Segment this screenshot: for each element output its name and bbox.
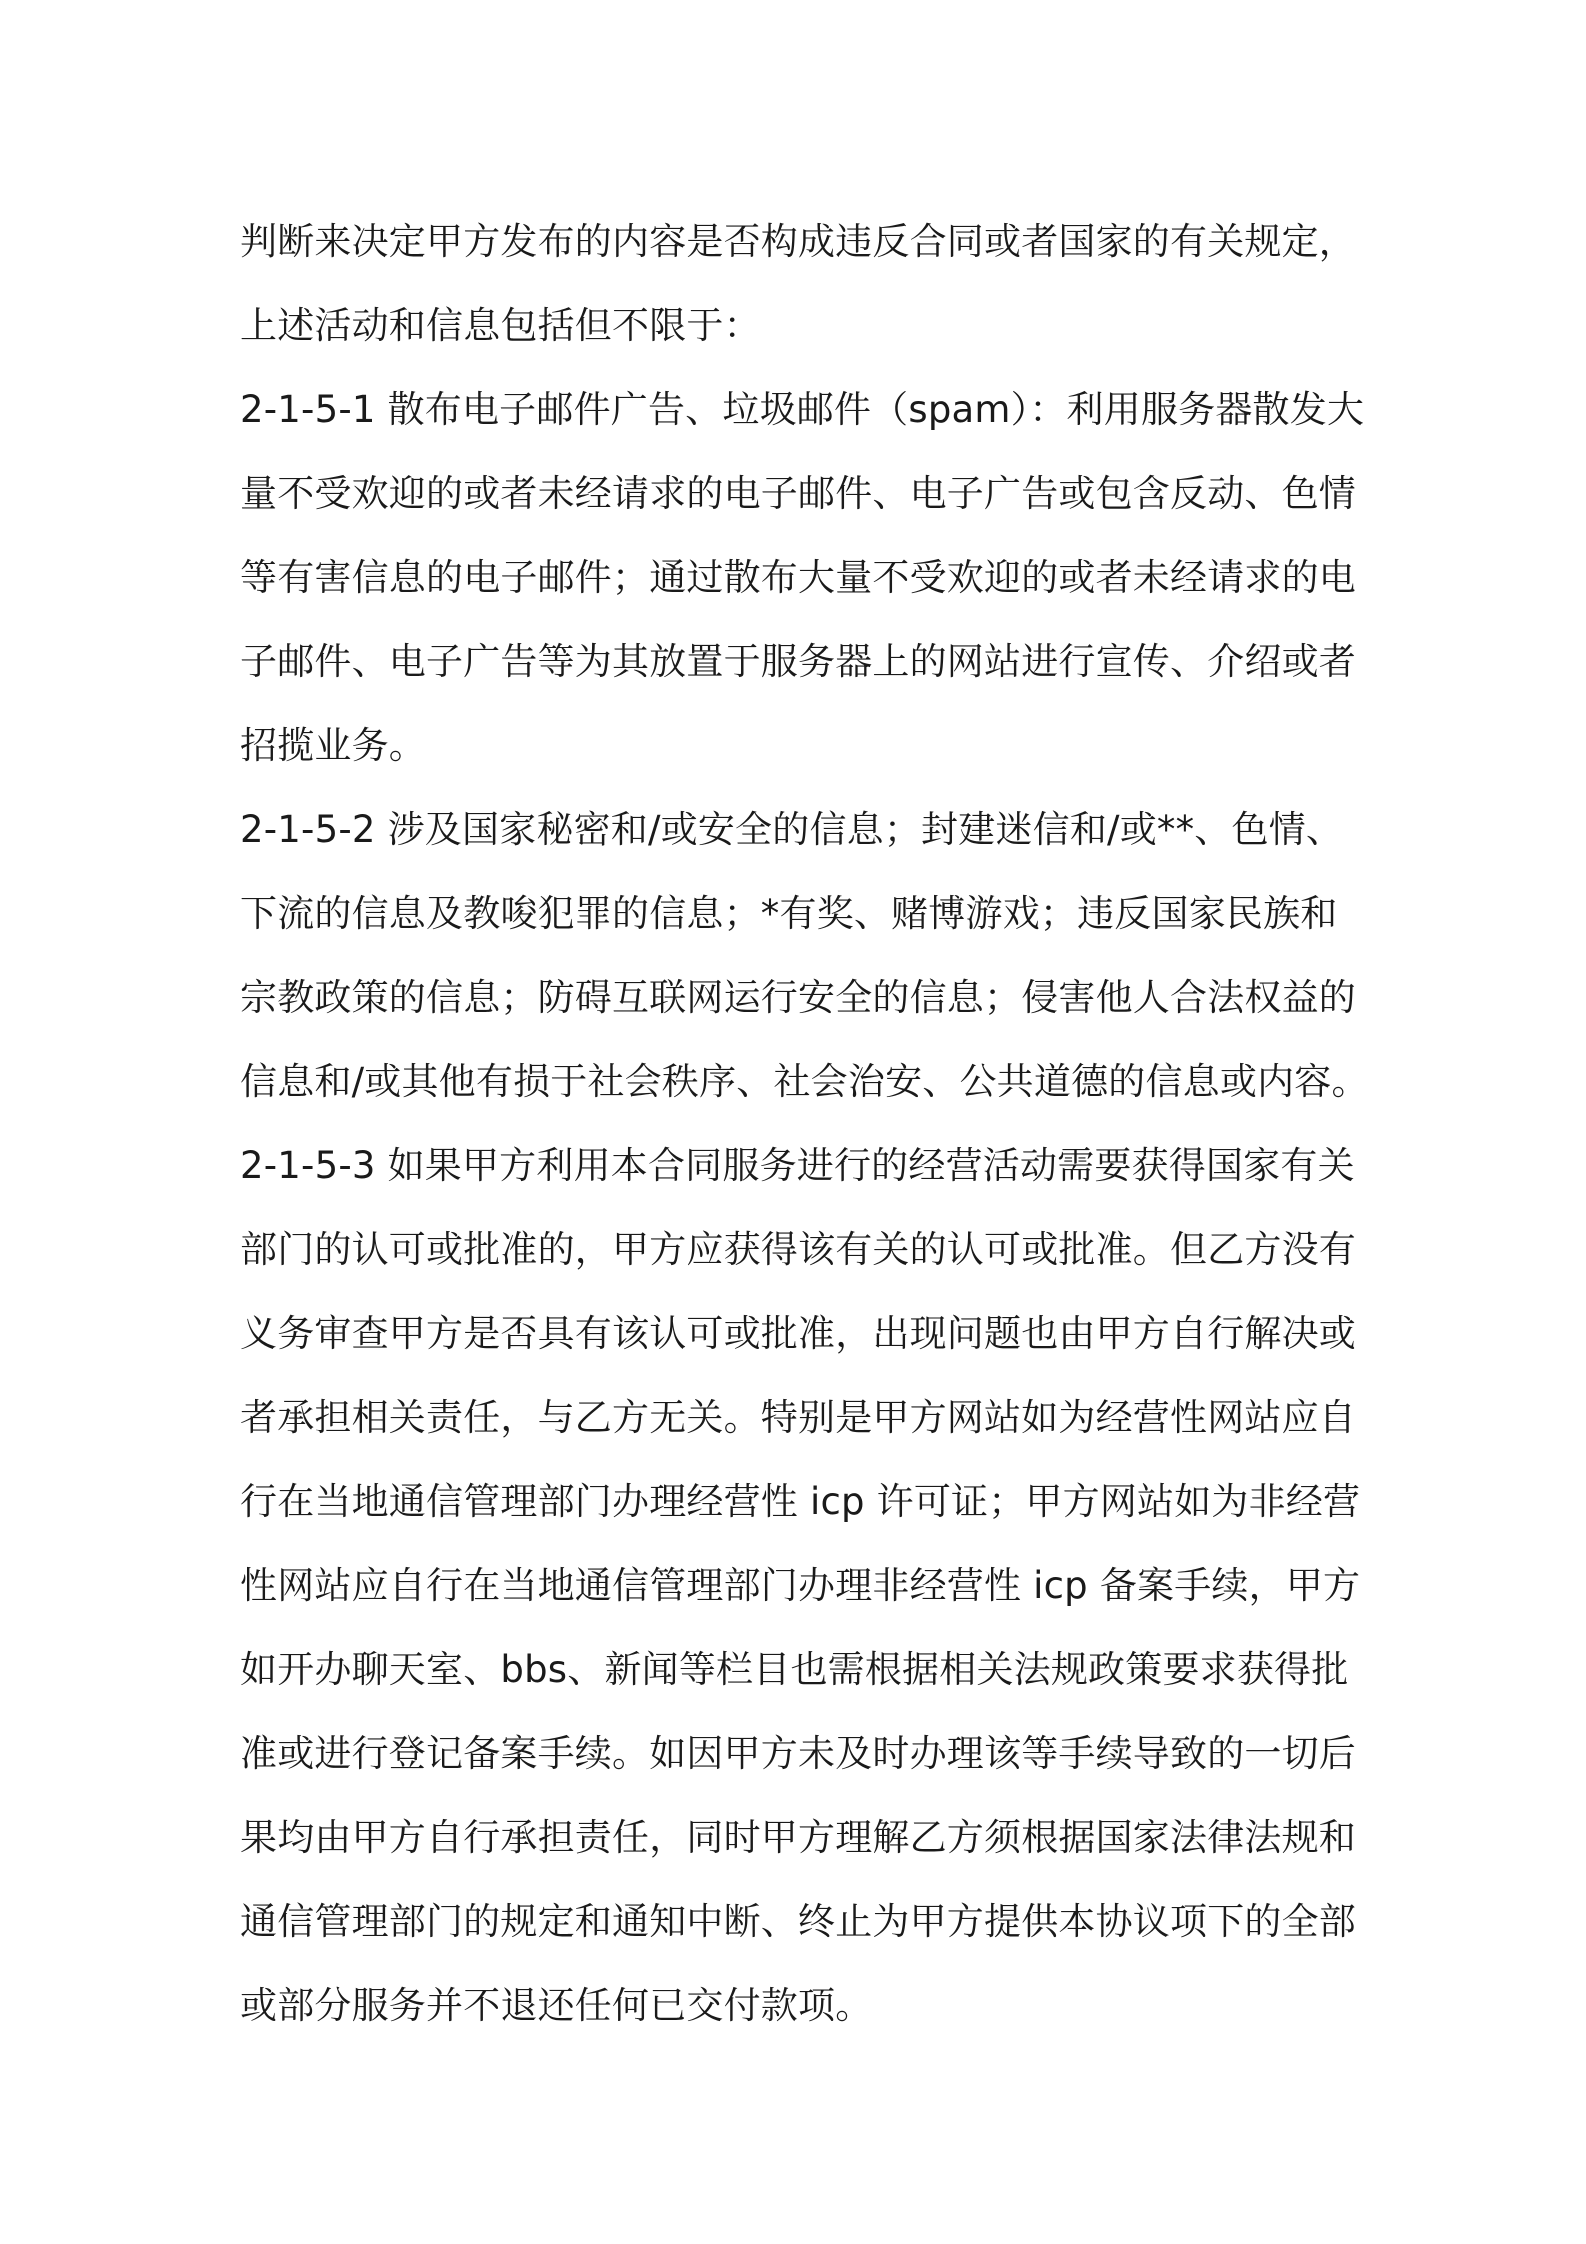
text-line: 2-1-5-2 涉及国家秘密和/或安全的信息；封建迷信和/或**、色情、 (240, 808, 1344, 851)
text-line: 等有害信息的电子邮件；通过散布大量不受欢迎的或者未经请求的电 (240, 556, 1356, 599)
document-body (240, 200, 1369, 2048)
text-line: 果均由甲方自行承担责任，同时甲方理解乙方须根据国家法律法规和 (240, 1816, 1356, 1859)
text-line: 2-1-5-3 如果甲方利用本合同服务进行的经营活动需要获得国家有关 (240, 1144, 1355, 1187)
text-line: 如开办聊天室、bbs、新闻等栏目也需根据相关法规政策要求获得批 (240, 1648, 1349, 1691)
paragraph-2-1-5-2 (240, 788, 1369, 1124)
text-line: 子邮件、电子广告等为其放置于服务器上的网站进行宣传、介绍或者 (240, 640, 1356, 683)
text-line: 下流的信息及教唆犯罪的信息；*有奖、赌博游戏；违反国家民族和 (240, 892, 1338, 935)
text-line: 信息和/或其他有损于社会秩序、社会治安、公共道德的信息或内容。 (240, 1060, 1369, 1103)
text-line: 量不受欢迎的或者未经请求的电子邮件、电子广告或包含反动、色情 (240, 472, 1356, 515)
text-line: 性网站应自行在当地通信管理部门办理非经营性 icp 备案手续，甲方 (240, 1564, 1361, 1607)
text-line: 招揽业务。 (240, 724, 426, 767)
paragraph-2-1-5-1 (240, 368, 1365, 788)
text-line: 行在当地通信管理部门办理经营性 icp 许可证；甲方网站如为非经营 (240, 1480, 1361, 1523)
text-line: 准或进行登记备案手续。如因甲方未及时办理该等手续导致的一切后 (240, 1732, 1356, 1775)
paragraph-2-1-5-3 (240, 1124, 1360, 2048)
text-line: 义务审查甲方是否具有该认可或批准，出现问题也由甲方自行解决或 (240, 1312, 1356, 1355)
text-line: 或部分服务并不退还任何已交付款项。 (240, 1984, 873, 2027)
text-line: 通信管理部门的规定和通知中断、终止为甲方提供本协议项下的全部 (240, 1900, 1356, 1943)
paragraph-intro (240, 200, 1360, 368)
text-line: 部门的认可或批准的，甲方应获得该有关的认可或批准。但乙方没有 (240, 1228, 1356, 1271)
text-line: 者承担相关责任，与乙方无关。特别是甲方网站如为经营性网站应自 (240, 1396, 1356, 1439)
text-line: 2-1-5-1 散布电子邮件广告、垃圾邮件（spam）：利用服务器散发大 (240, 388, 1365, 431)
text-line: 判断来决定甲方发布的内容是否构成违反合同或者国家的有关规定， (240, 220, 1356, 263)
text-line: 宗教政策的信息；防碍互联网运行安全的信息；侵害他人合法权益的 (240, 976, 1356, 1019)
text-line: 上述活动和信息包括但不限于： (240, 304, 761, 347)
